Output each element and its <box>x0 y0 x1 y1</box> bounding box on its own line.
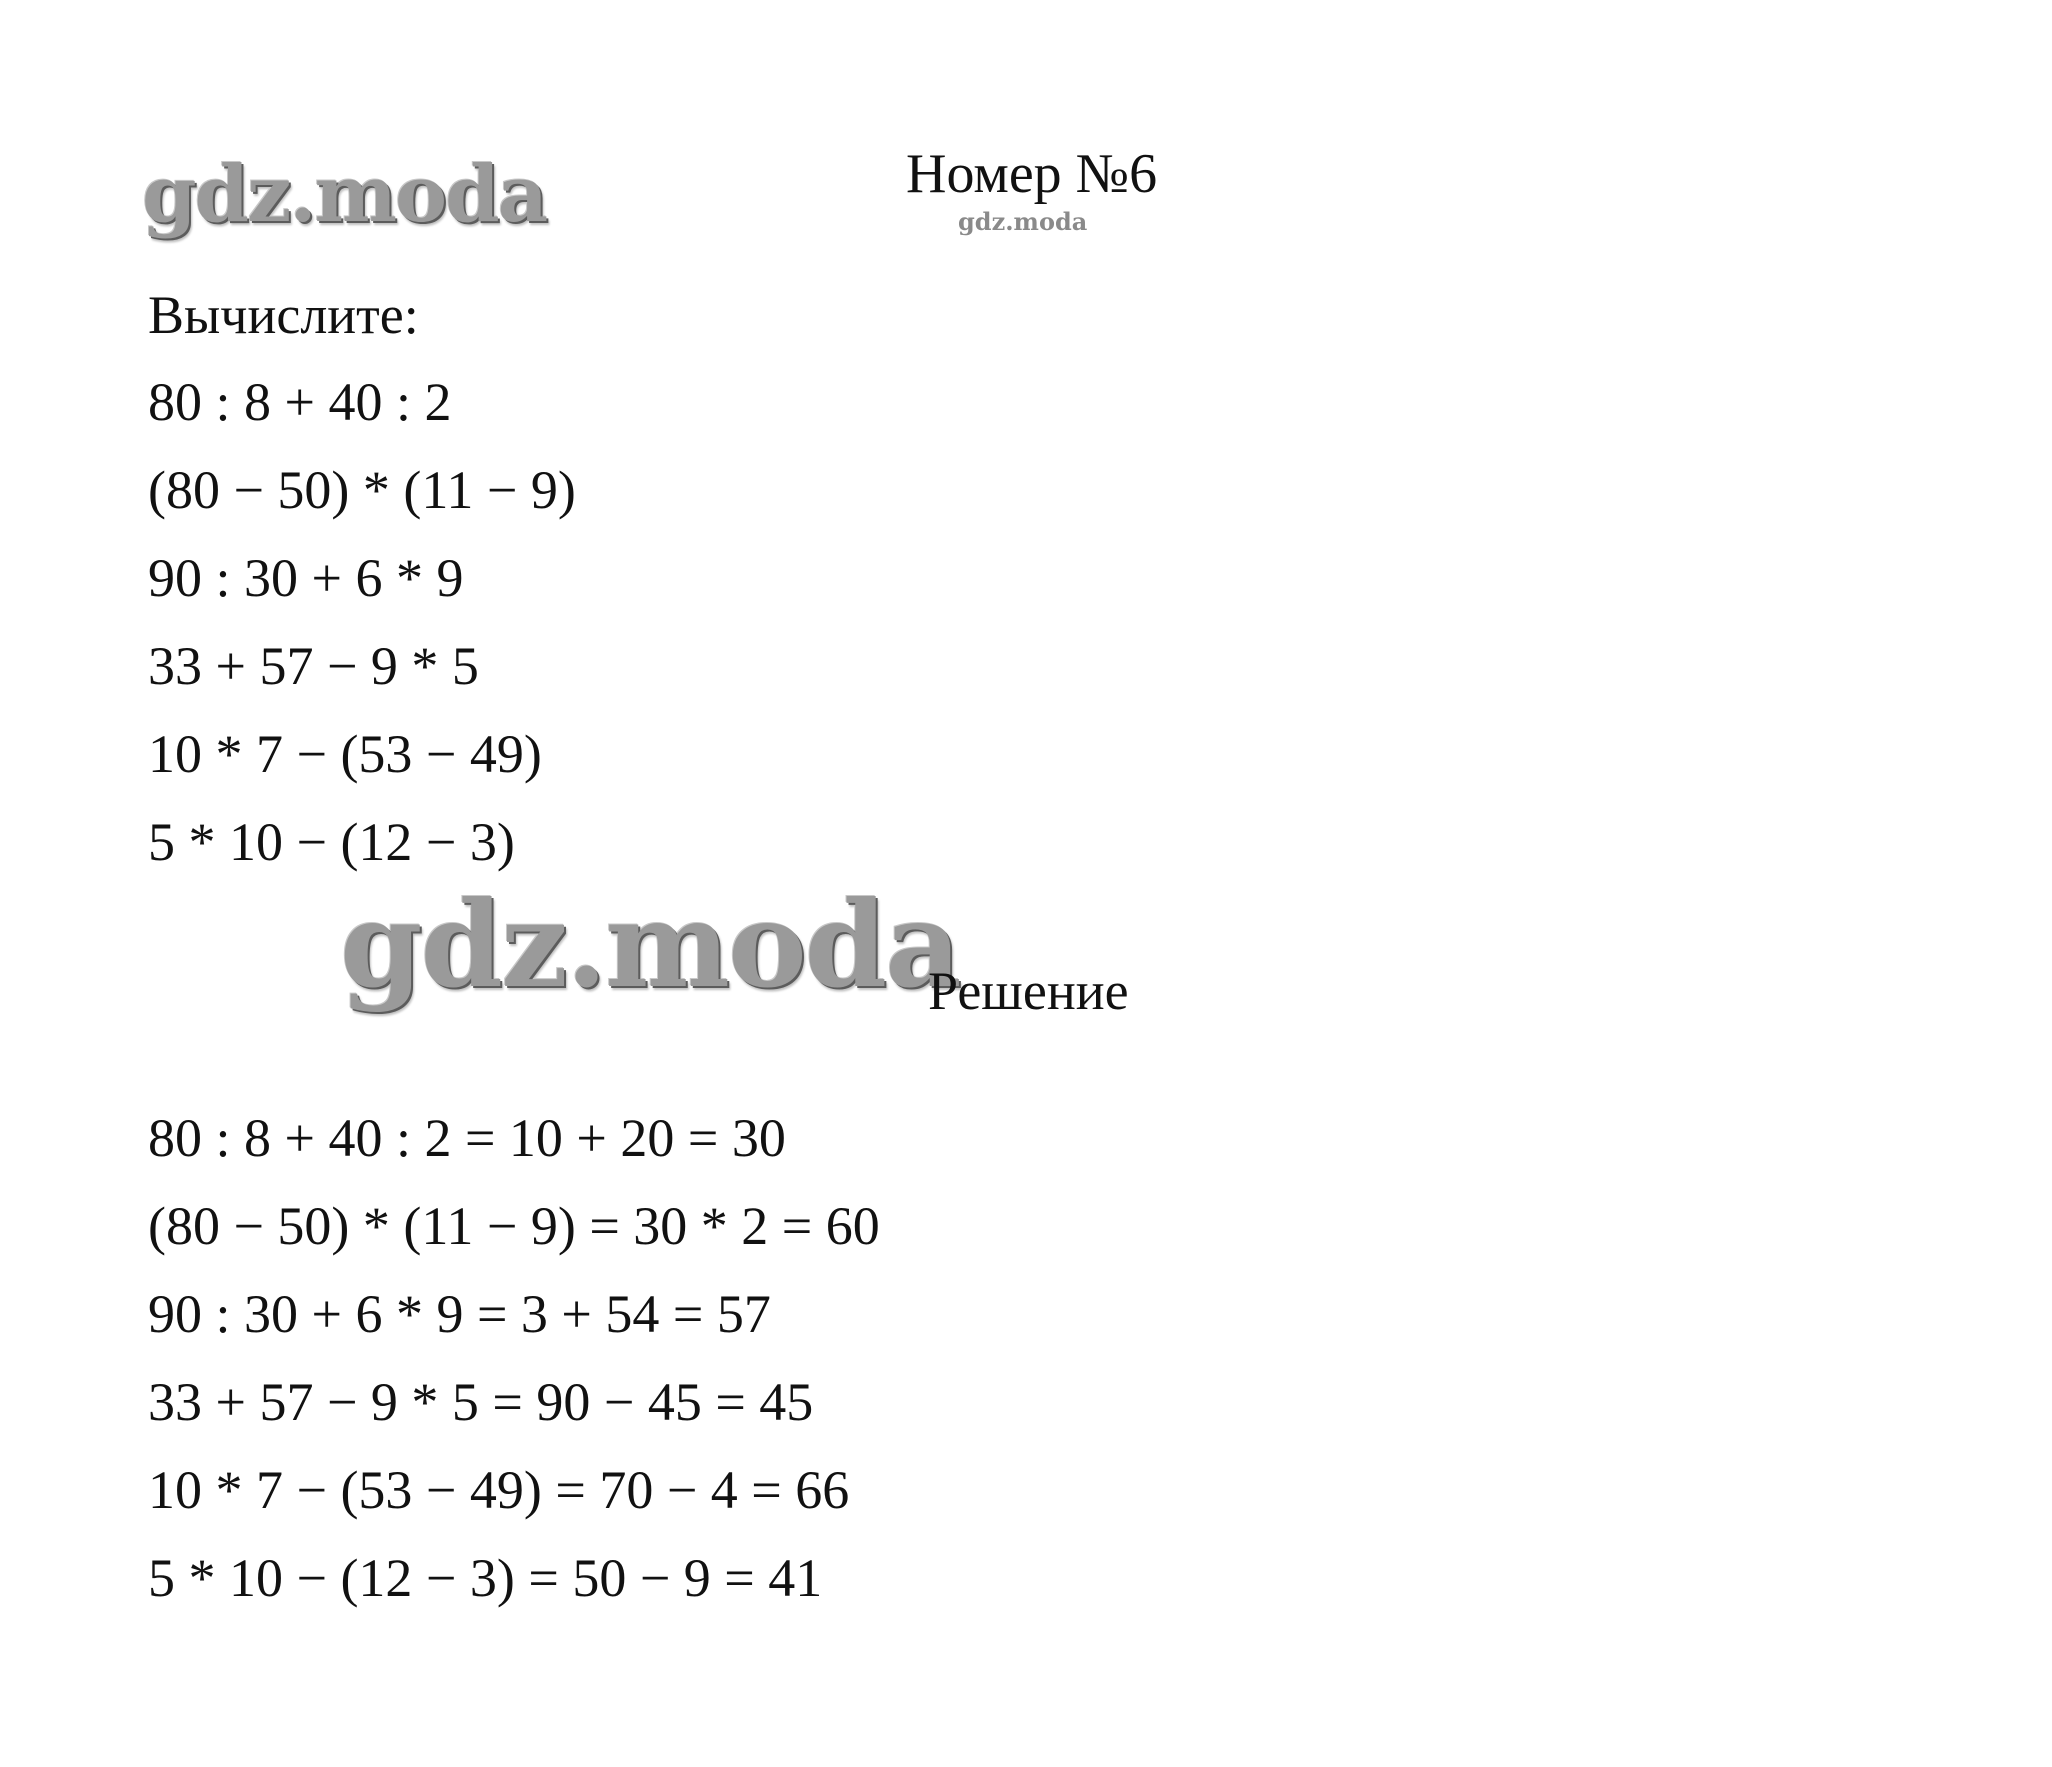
solution-line: 5 * 10 − (12 − 3) = 50 − 9 = 41 <box>148 1548 823 1608</box>
solution-line-list <box>148 1106 880 1634</box>
solution-line: 33 + 57 − 9 * 5 = 90 − 45 = 45 <box>148 1372 814 1432</box>
task-expression: 80 : 8 + 40 : 2 <box>148 372 452 432</box>
solution-line: (80 − 50) * (11 − 9) = 30 * 2 = 60 <box>148 1196 880 1256</box>
task-expression: 90 : 30 + 6 * 9 <box>148 548 464 608</box>
task-expression: 5 * 10 − (12 − 3) <box>148 812 515 872</box>
task-expression: 10 * 7 − (53 − 49) <box>148 724 542 784</box>
task-expression: 33 + 57 − 9 * 5 <box>148 636 479 696</box>
page-title: Номер №6 <box>906 143 1158 205</box>
task-expression: (80 − 50) * (11 − 9) <box>148 460 576 520</box>
solution-heading: Решение <box>928 961 1129 1021</box>
watermark-logo-top: gdz.moda <box>142 149 547 240</box>
task-expression-list <box>148 370 576 898</box>
solution-line: 80 : 8 + 40 : 2 = 10 + 20 = 30 <box>148 1108 786 1168</box>
watermark-logo-middle: gdz.moda <box>340 875 960 1014</box>
solution-line: 90 : 30 + 6 * 9 = 3 + 54 = 57 <box>148 1284 771 1344</box>
solution-line: 10 * 7 − (53 − 49) = 70 − 4 = 66 <box>148 1460 850 1520</box>
task-prompt: Вычислите: <box>148 285 419 345</box>
watermark-logo-small: gdz.moda <box>958 207 1088 236</box>
